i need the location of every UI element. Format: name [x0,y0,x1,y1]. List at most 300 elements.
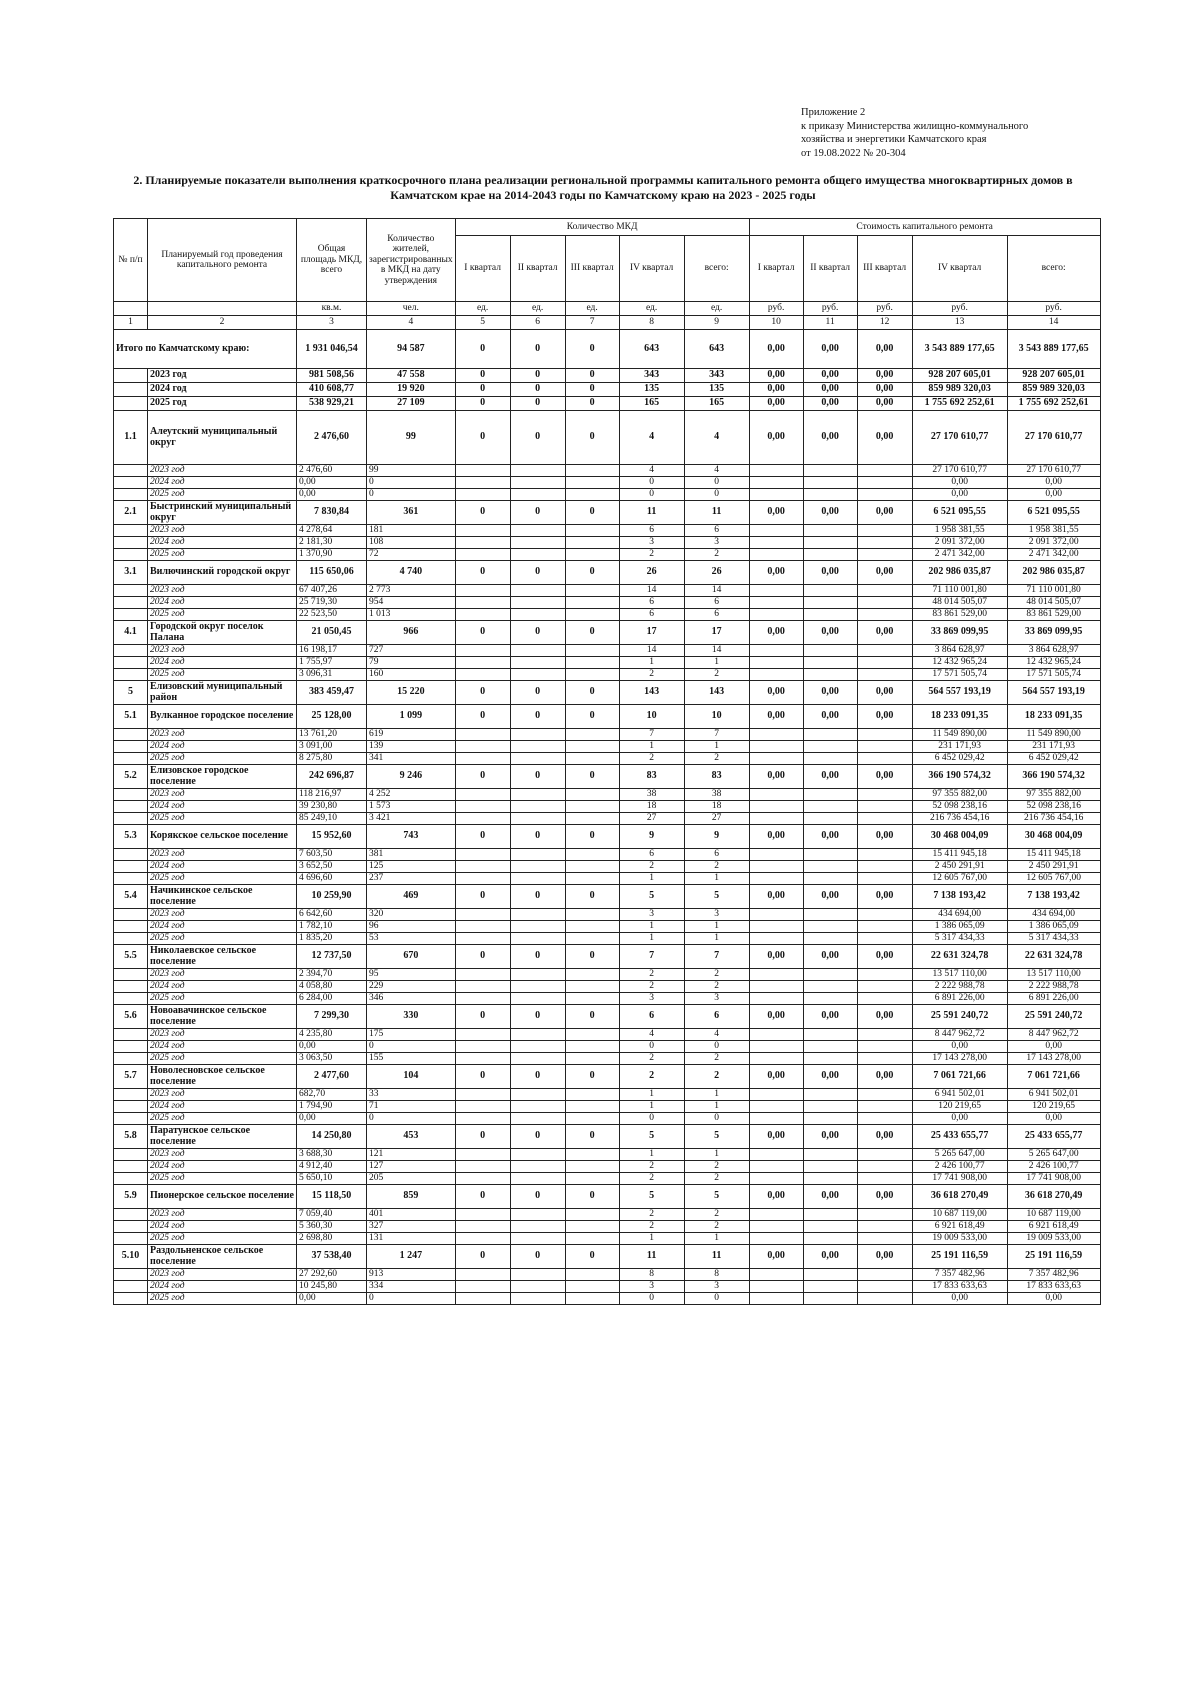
detail-num [114,1269,148,1281]
municipality-value: 0,00 [749,1005,803,1029]
detail-mkd-total: 1 [684,741,749,753]
municipality-value: 0,00 [803,705,857,729]
detail-num [114,1149,148,1161]
detail-residents: 320 [367,909,456,921]
detail-mkd-q4: 1 [619,1233,684,1245]
municipality-value: 0,00 [803,501,857,525]
detail-mkd-q3 [565,1281,619,1293]
detail-mkd-q1 [455,1089,510,1101]
year-total-value: 928 207 605,01 [1007,369,1100,383]
detail-mkd-q3 [565,489,619,501]
municipality-value: 453 [367,1125,456,1149]
municipality-value: 0 [455,825,510,849]
detail-residents: 131 [367,1233,456,1245]
municipality-value: 564 557 193,19 [912,681,1007,705]
year-total-value: 0 [455,369,510,383]
detail-cost-total: 15 411 945,18 [1007,849,1100,861]
col-number: 6 [510,316,565,330]
detail-mkd-q4: 0 [619,1041,684,1053]
municipality-value: 0,00 [803,1245,857,1269]
detail-mkd-q1 [455,1029,510,1041]
detail-residents: 53 [367,933,456,945]
municipality-name: Пионерское сельское поселение [148,1185,297,1209]
detail-mkd-q1 [455,921,510,933]
detail-year: 2024 год [148,597,297,609]
detail-mkd-q4: 1 [619,1101,684,1113]
municipality-value: 25 591 240,72 [912,1005,1007,1029]
detail-mkd-q2 [510,789,565,801]
detail-mkd-q4: 14 [619,585,684,597]
municipality-value: 0,00 [749,621,803,645]
detail-cost-q4: 6 921 618,49 [912,1221,1007,1233]
detail-cost-q4: 83 861 529,00 [912,609,1007,621]
detail-year: 2024 год [148,741,297,753]
municipality-name: Паратунское сельское поселение [148,1125,297,1149]
detail-cost-q4: 1 958 381,55 [912,525,1007,537]
municipality-value: 0 [565,1245,619,1269]
detail-cost-q4: 2 222 988,78 [912,981,1007,993]
year-detail-row [114,741,1101,753]
municipality-value: 7 138 193,42 [1007,885,1100,909]
detail-year: 2025 год [148,669,297,681]
detail-cost-total: 6 921 618,49 [1007,1221,1100,1233]
detail-cost-total: 6 941 502,01 [1007,1089,1100,1101]
detail-mkd-q2 [510,525,565,537]
municipality-value: 0 [510,825,565,849]
detail-cost-q4: 0,00 [912,1293,1007,1305]
detail-cost-q4: 19 009 533,00 [912,1233,1007,1245]
detail-cost-q4: 5 317 434,33 [912,933,1007,945]
municipality-value: 966 [367,621,456,645]
municipality-value: 0,00 [749,885,803,909]
detail-mkd-total: 2 [684,753,749,765]
detail-mkd-q2 [510,813,565,825]
detail-mkd-q3 [565,525,619,537]
detail-mkd-q2 [510,741,565,753]
municipality-value: 0 [455,621,510,645]
detail-area: 2 181,30 [297,537,367,549]
detail-mkd-q1 [455,1209,510,1221]
detail-num [114,1089,148,1101]
municipality-num: 5.2 [114,765,148,789]
detail-year: 2023 год [148,1209,297,1221]
municipality-value: 0,00 [749,681,803,705]
detail-mkd-total: 2 [684,669,749,681]
detail-cost-q3 [857,1089,912,1101]
year-total-value: 0 [565,383,619,397]
year-total-label: 2024 год [148,383,297,397]
municipality-value: 0 [565,765,619,789]
municipality-value: 7 138 193,42 [912,885,1007,909]
year-total-row [114,383,1101,397]
detail-mkd-q1 [455,1281,510,1293]
detail-cost-q2 [803,1053,857,1065]
municipality-row [114,1065,1101,1089]
municipality-value: 0,00 [803,945,857,969]
year-detail-row [114,489,1101,501]
detail-cost-q4: 15 411 945,18 [912,849,1007,861]
detail-cost-q3 [857,1113,912,1125]
municipality-value: 17 [684,621,749,645]
municipality-value: 0 [455,1005,510,1029]
document-title: 2. Планируемые показатели выполнения краткосрочного плана реализации региональной программы капитального ремонта общего имущества многоквартирных домов в Камчатском крае на 2014-2043 годы по Камчатскому краю на 2023 - 2025 годы [133,173,1073,202]
year-total-label: 2023 год [148,369,297,383]
detail-area: 2 394,70 [297,969,367,981]
detail-mkd-q3 [565,849,619,861]
detail-cost-total: 8 447 962,72 [1007,1029,1100,1041]
detail-year: 2023 год [148,585,297,597]
detail-mkd-total: 2 [684,1173,749,1185]
municipality-value: 36 618 270,49 [912,1185,1007,1209]
detail-year: 2025 год [148,753,297,765]
detail-year: 2024 год [148,801,297,813]
detail-cost-q3 [857,861,912,873]
detail-cost-total: 216 736 454,16 [1007,813,1100,825]
detail-cost-q4: 12 605 767,00 [912,873,1007,885]
detail-num [114,753,148,765]
detail-residents: 0 [367,489,456,501]
municipality-num: 5.6 [114,1005,148,1029]
municipality-value: 0 [510,561,565,585]
municipality-value: 0 [565,1185,619,1209]
detail-residents: 121 [367,1149,456,1161]
detail-mkd-q1 [455,525,510,537]
municipality-num: 4.1 [114,621,148,645]
year-detail-row [114,525,1101,537]
municipality-value: 0 [565,501,619,525]
detail-residents: 71 [367,1101,456,1113]
detail-cost-q3 [857,933,912,945]
detail-mkd-q1 [455,753,510,765]
detail-residents: 1 573 [367,801,456,813]
detail-area: 3 091,00 [297,741,367,753]
detail-year: 2024 год [148,861,297,873]
detail-cost-q2 [803,741,857,753]
municipality-value: 0 [455,411,510,465]
detail-cost-q1 [749,549,803,561]
col-number: 2 [148,316,297,330]
municipality-value: 6 [619,1005,684,1029]
detail-cost-q1 [749,1089,803,1101]
detail-mkd-q4: 27 [619,813,684,825]
municipality-value: 0,00 [857,621,912,645]
detail-mkd-q2 [510,477,565,489]
detail-mkd-total: 3 [684,909,749,921]
detail-mkd-q3 [565,981,619,993]
municipality-value: 25 591 240,72 [1007,1005,1100,1029]
detail-mkd-q4: 1 [619,873,684,885]
municipality-value: 25 128,00 [297,705,367,729]
detail-num [114,1281,148,1293]
detail-mkd-q4: 3 [619,909,684,921]
municipality-name: Елизовский муниципальный район [148,681,297,705]
detail-cost-q2 [803,813,857,825]
year-detail-row [114,645,1101,657]
detail-mkd-q1 [455,969,510,981]
municipality-value: 2 476,60 [297,411,367,465]
detail-cost-q3 [857,1293,912,1305]
detail-num [114,993,148,1005]
year-total-value: 538 929,21 [297,397,367,411]
detail-mkd-q2 [510,873,565,885]
detail-mkd-q3 [565,1161,619,1173]
year-total-value: 165 [684,397,749,411]
detail-mkd-total: 2 [684,861,749,873]
municipality-value: 4 740 [367,561,456,585]
detail-mkd-total: 1 [684,933,749,945]
annex-note [801,106,1028,160]
grand-total-value: 94 587 [367,330,456,369]
detail-cost-q1 [749,1113,803,1125]
detail-cost-q1 [749,645,803,657]
municipality-value: 0,00 [749,825,803,849]
detail-cost-total: 12 605 767,00 [1007,873,1100,885]
detail-mkd-q4: 1 [619,1089,684,1101]
detail-residents: 334 [367,1281,456,1293]
col-number: 11 [803,316,857,330]
detail-cost-q1 [749,597,803,609]
detail-cost-q2 [803,489,857,501]
detail-mkd-q1 [455,933,510,945]
municipality-value: 0 [455,885,510,909]
year-detail-row [114,801,1101,813]
detail-mkd-total: 14 [684,585,749,597]
detail-mkd-total: 18 [684,801,749,813]
municipality-value: 30 468 004,09 [912,825,1007,849]
detail-residents: 95 [367,969,456,981]
municipality-value: 0,00 [803,681,857,705]
detail-cost-q4: 0,00 [912,1113,1007,1125]
detail-cost-total: 6 891 226,00 [1007,993,1100,1005]
municipality-value: 5 [684,885,749,909]
detail-cost-q1 [749,1209,803,1221]
detail-area: 2 698,80 [297,1233,367,1245]
year-detail-row [114,1041,1101,1053]
detail-year: 2023 год [148,645,297,657]
detail-area: 67 407,26 [297,585,367,597]
detail-area: 25 719,30 [297,597,367,609]
year-detail-row [114,1269,1101,1281]
detail-cost-total: 434 694,00 [1007,909,1100,921]
municipality-value: 5 [619,1125,684,1149]
annex-line: хозяйства и энергетики Камчатского края [801,134,987,145]
detail-mkd-total: 0 [684,1113,749,1125]
year-detail-row [114,813,1101,825]
municipality-value: 0 [565,681,619,705]
detail-cost-q1 [749,477,803,489]
municipality-row [114,561,1101,585]
detail-cost-q1 [749,1053,803,1065]
grand-total-value: 3 543 889 177,65 [1007,330,1100,369]
detail-residents: 913 [367,1269,456,1281]
year-total-value: 0 [565,369,619,383]
municipality-name: Новолесновское сельское поселение [148,1065,297,1089]
detail-cost-q3 [857,657,912,669]
detail-cost-q3 [857,537,912,549]
municipality-value: 0 [510,411,565,465]
municipality-name: Начикинское сельское поселение [148,885,297,909]
detail-mkd-total: 7 [684,729,749,741]
municipality-value: 33 869 099,95 [1007,621,1100,645]
municipality-value: 27 170 610,77 [1007,411,1100,465]
municipality-value: 99 [367,411,456,465]
detail-mkd-q3 [565,801,619,813]
detail-cost-q2 [803,1029,857,1041]
municipality-value: 18 233 091,35 [912,705,1007,729]
municipality-name: Корякское сельское поселение [148,825,297,849]
detail-cost-q1 [749,1233,803,1245]
column-numbers-row [114,316,1101,330]
detail-cost-q3 [857,1053,912,1065]
detail-cost-q3 [857,525,912,537]
municipality-row [114,1245,1101,1269]
municipality-value: 0 [455,1125,510,1149]
detail-cost-q4: 6 941 502,01 [912,1089,1007,1101]
detail-mkd-q2 [510,645,565,657]
detail-mkd-total: 2 [684,969,749,981]
detail-cost-q4: 216 736 454,16 [912,813,1007,825]
municipality-value: 5 [619,885,684,909]
detail-cost-q3 [857,477,912,489]
detail-mkd-q1 [455,1113,510,1125]
detail-cost-q1 [749,969,803,981]
detail-area: 682,70 [297,1089,367,1101]
detail-mkd-q1 [455,1269,510,1281]
detail-mkd-q2 [510,669,565,681]
year-detail-row [114,669,1101,681]
detail-cost-q1 [749,873,803,885]
municipality-value: 0 [510,945,565,969]
detail-residents: 0 [367,1293,456,1305]
header-cost-q3: III квартал [857,236,912,302]
year-detail-row [114,1233,1101,1245]
municipality-value: 12 737,50 [297,945,367,969]
municipality-value: 7 061 721,66 [912,1065,1007,1089]
detail-area: 10 245,80 [297,1281,367,1293]
unit-cell: ед. [565,302,619,316]
detail-mkd-q3 [565,537,619,549]
year-detail-row [114,1029,1101,1041]
detail-area: 85 249,10 [297,813,367,825]
detail-mkd-total: 6 [684,525,749,537]
detail-mkd-total: 2 [684,1221,749,1233]
detail-mkd-q2 [510,753,565,765]
detail-year: 2023 год [148,969,297,981]
detail-cost-q4: 1 386 065,09 [912,921,1007,933]
municipality-value: 6 521 095,55 [1007,501,1100,525]
detail-mkd-total: 3 [684,1281,749,1293]
detail-cost-q4: 48 014 505,07 [912,597,1007,609]
municipality-num: 5.5 [114,945,148,969]
year-detail-row [114,1161,1101,1173]
detail-cost-total: 2 091 372,00 [1007,537,1100,549]
detail-residents: 127 [367,1161,456,1173]
detail-num [114,1053,148,1065]
municipality-value: 11 [684,1245,749,1269]
municipality-value: 383 459,47 [297,681,367,705]
header-mkd-q1: I квартал [455,236,510,302]
year-total-value: 135 [684,383,749,397]
detail-mkd-q2 [510,729,565,741]
detail-mkd-q1 [455,1041,510,1053]
detail-cost-q2 [803,477,857,489]
municipality-value: 0,00 [749,411,803,465]
detail-year: 2023 год [148,729,297,741]
year-detail-row [114,849,1101,861]
detail-residents: 205 [367,1173,456,1185]
detail-mkd-q2 [510,597,565,609]
year-total-value: 47 558 [367,369,456,383]
municipality-num: 5.10 [114,1245,148,1269]
detail-cost-q4: 6 452 029,42 [912,753,1007,765]
detail-mkd-q1 [455,873,510,885]
detail-residents: 96 [367,921,456,933]
detail-mkd-q4: 4 [619,465,684,477]
detail-cost-q3 [857,993,912,1005]
detail-num [114,585,148,597]
detail-year: 2025 год [148,1113,297,1125]
municipality-value: 9 246 [367,765,456,789]
year-detail-row [114,981,1101,993]
detail-cost-q2 [803,933,857,945]
col-number: 4 [367,316,456,330]
detail-num [114,645,148,657]
year-total-value: 165 [619,397,684,411]
detail-residents: 2 773 [367,585,456,597]
header-cost-q4: IV квартал [912,236,1007,302]
municipality-value: 22 631 324,78 [1007,945,1100,969]
detail-cost-q4: 52 098 238,16 [912,801,1007,813]
detail-cost-q3 [857,645,912,657]
municipality-value: 0,00 [749,945,803,969]
year-total-value: 0 [510,397,565,411]
municipality-value: 0,00 [857,1125,912,1149]
detail-num [114,729,148,741]
detail-cost-total: 5 265 647,00 [1007,1149,1100,1161]
detail-cost-q3 [857,789,912,801]
detail-cost-q1 [749,861,803,873]
unit-cell: ед. [510,302,565,316]
detail-cost-q3 [857,741,912,753]
year-detail-row [114,1149,1101,1161]
municipality-value: 859 [367,1185,456,1209]
detail-residents: 33 [367,1089,456,1101]
detail-cost-total: 17 571 505,74 [1007,669,1100,681]
year-detail-row [114,921,1101,933]
detail-mkd-q2 [510,1041,565,1053]
detail-mkd-q3 [565,753,619,765]
detail-cost-total: 2 471 342,00 [1007,549,1100,561]
municipality-value: 33 869 099,95 [912,621,1007,645]
detail-year: 2023 год [148,909,297,921]
municipality-value: 5 [619,1185,684,1209]
detail-mkd-q1 [455,1161,510,1173]
detail-cost-total: 13 517 110,00 [1007,969,1100,981]
detail-area: 4 235,80 [297,1029,367,1041]
municipality-row [114,945,1101,969]
municipality-num: 5.7 [114,1065,148,1089]
municipality-value: 0 [510,1185,565,1209]
detail-cost-q3 [857,1101,912,1113]
detail-mkd-total: 6 [684,597,749,609]
detail-mkd-q3 [565,1113,619,1125]
detail-cost-total: 5 317 434,33 [1007,933,1100,945]
detail-year: 2025 год [148,933,297,945]
municipality-row [114,1125,1101,1149]
col-number: 3 [297,316,367,330]
detail-cost-q1 [749,1149,803,1161]
municipality-value: 37 538,40 [297,1245,367,1269]
